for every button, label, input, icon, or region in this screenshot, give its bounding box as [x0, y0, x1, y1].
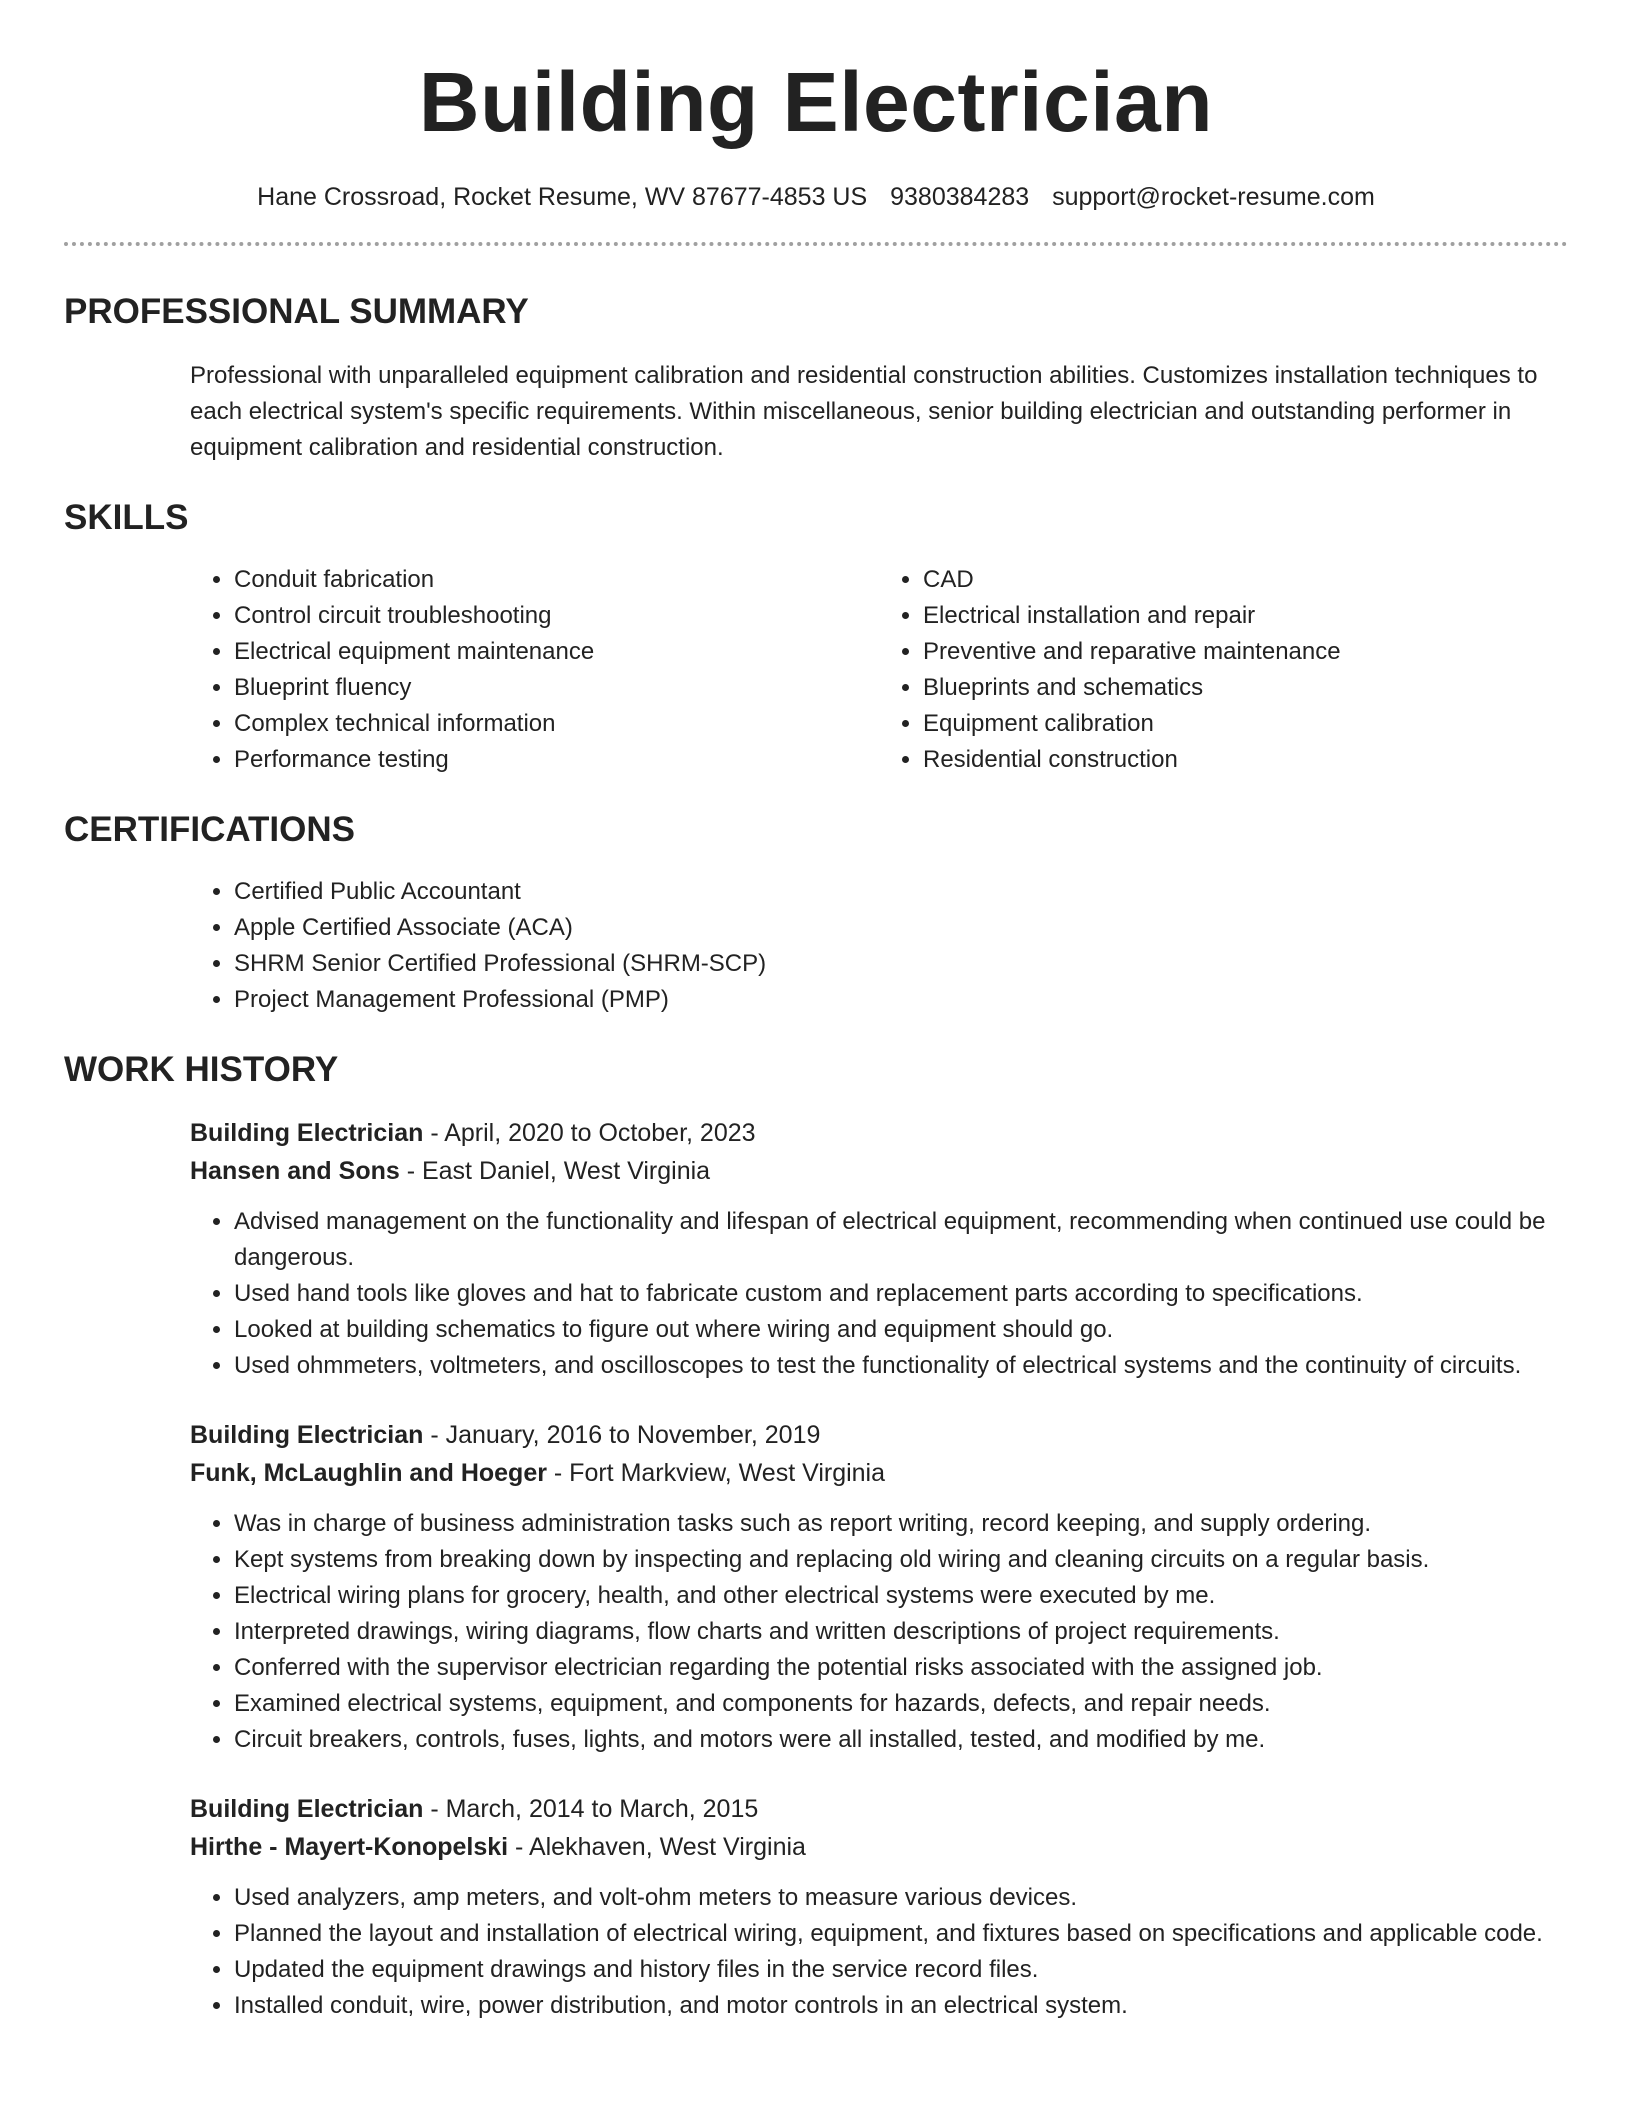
job-company-line [190, 1454, 1568, 1492]
job-bullet: • Looked at building schematics to figure out where wiring and equipment should go. [234, 1312, 1568, 1348]
job-bullet: • Kept systems from breaking down by inspecting and replacing old wiring and cleaning circuits on a regular basis. [234, 1542, 1568, 1578]
skills-section [64, 496, 1568, 778]
certifications-title: CERTIFICATIONS [64, 810, 356, 849]
skill-item: • Residential construction [923, 742, 1568, 778]
job-title-line [190, 1790, 1568, 1828]
skill-item: • Blueprints and schematics [923, 670, 1568, 706]
job-bullet: • Updated the equipment drawings and history files in the service record files. [234, 1952, 1568, 1988]
job-bullet: • Electrical wiring plans for grocery, health, and other electrical systems were executed by me. [234, 1578, 1568, 1614]
job-bullet: • Interpreted drawings, wiring diagrams, flow charts and written descriptions of project requirements. [234, 1614, 1568, 1650]
job-entry [190, 1416, 1568, 1758]
job-bullet-list [190, 1204, 1568, 1384]
job-entry [190, 1114, 1568, 1384]
certifications-section [64, 808, 1568, 1018]
skill-item: • Control circuit troubleshooting [234, 598, 879, 634]
job-dates: - January, 2016 to November, 2019 [423, 1421, 821, 1449]
summary-text: Professional with unparalleled equipment calibration and residential construction abilities. Customizes installation techniques to each electrical system's specific requirements. Within miscellaneous, senior building electrician and outstanding performer in equipment calibration and residential construction. [190, 362, 1538, 461]
job-company: Hansen and Sons [190, 1157, 400, 1185]
contact-email: support@rocket-resume.com [1052, 183, 1375, 211]
job-location: - Alekhaven, West Virginia [508, 1833, 806, 1861]
header-divider [64, 242, 1568, 246]
skill-item: • Complex technical information [234, 706, 879, 742]
job-entry [190, 1790, 1568, 2024]
job-company-line [190, 1828, 1568, 1866]
skills-list-right [879, 562, 1568, 778]
certification-item: • Project Management Professional (PMP) [234, 982, 1568, 1018]
job-bullet: • Circuit breakers, controls, fuses, lights, and motors were all installed, tested, and modified by me. [234, 1722, 1568, 1758]
certification-item: • Certified Public Accountant [234, 874, 1568, 910]
skills-title: SKILLS [64, 498, 189, 537]
job-bullet-list [190, 1506, 1568, 1758]
job-title-line [190, 1416, 1568, 1454]
skill-item: • Equipment calibration [923, 706, 1568, 742]
contact-address: Hane Crossroad, Rocket Resume, WV 87677-4853 US [257, 183, 868, 211]
summary-section [64, 290, 1568, 466]
job-role: Building Electrician [190, 1421, 424, 1449]
summary-title: PROFESSIONAL SUMMARY [64, 292, 529, 331]
skill-item: • Preventive and reparative maintenance [923, 634, 1568, 670]
skill-item: • Blueprint fluency [234, 670, 879, 706]
job-bullet: • Was in charge of business administration tasks such as report writing, record keeping, and supply ordering. [234, 1506, 1568, 1542]
job-bullet: • Installed conduit, wire, power distribution, and motor controls in an electrical system. [234, 1988, 1568, 2024]
job-bullet: • Used ohmmeters, voltmeters, and oscilloscopes to test the functionality of electrical systems and the continuity of circuits. [234, 1348, 1568, 1384]
job-bullet: • Used hand tools like gloves and hat to fabricate custom and replacement parts according to specifications. [234, 1276, 1568, 1312]
certification-item: • Apple Certified Associate (ACA) [234, 910, 1568, 946]
job-company: Funk, McLaughlin and Hoeger [190, 1459, 547, 1487]
job-dates: - March, 2014 to March, 2015 [423, 1795, 759, 1823]
job-bullet: • Planned the layout and installation of electrical wiring, equipment, and fixtures based on specifications and applicable code. [234, 1916, 1568, 1952]
skill-item: • Electrical equipment maintenance [234, 634, 879, 670]
skills-columns [190, 562, 1568, 778]
contact-phone: 9380384283 [890, 183, 1030, 211]
job-company-line [190, 1152, 1568, 1190]
job-location: - Fort Markview, West Virginia [546, 1459, 886, 1487]
job-role: Building Electrician [190, 1795, 424, 1823]
resume-name-heading: Building Electrician [418, 55, 1214, 149]
job-bullet-list [190, 1880, 1568, 2024]
job-location: - East Daniel, West Virginia [399, 1157, 711, 1185]
work-history-title: WORK HISTORY [64, 1050, 339, 1089]
work-history-section [64, 1048, 1568, 2024]
skill-item: • CAD [923, 562, 1568, 598]
contact-line [64, 180, 1568, 214]
job-bullet: • Conferred with the supervisor electrician regarding the potential risks associated with the assigned job. [234, 1650, 1568, 1686]
job-company: Hirthe - Mayert-Konopelski [190, 1833, 509, 1861]
job-bullet: • Used analyzers, amp meters, and volt-ohm meters to measure various devices. [234, 1880, 1568, 1916]
skill-item: • Performance testing [234, 742, 879, 778]
certification-item: • SHRM Senior Certified Professional (SHRM-SCP) [234, 946, 1568, 982]
job-bullet: • Examined electrical systems, equipment, and components for hazards, defects, and repair needs. [234, 1686, 1568, 1722]
skills-list-left [190, 562, 879, 778]
job-bullet: • Advised management on the functionality and lifespan of electrical equipment, recommending when continued use could be dangerous. [234, 1204, 1568, 1276]
job-dates: - April, 2020 to October, 2023 [423, 1119, 756, 1147]
skill-item: • Conduit fabrication [234, 562, 879, 598]
skill-item: • Electrical installation and repair [923, 598, 1568, 634]
certifications-list [190, 874, 1568, 1018]
job-title-line [190, 1114, 1568, 1152]
job-role: Building Electrician [190, 1119, 424, 1147]
